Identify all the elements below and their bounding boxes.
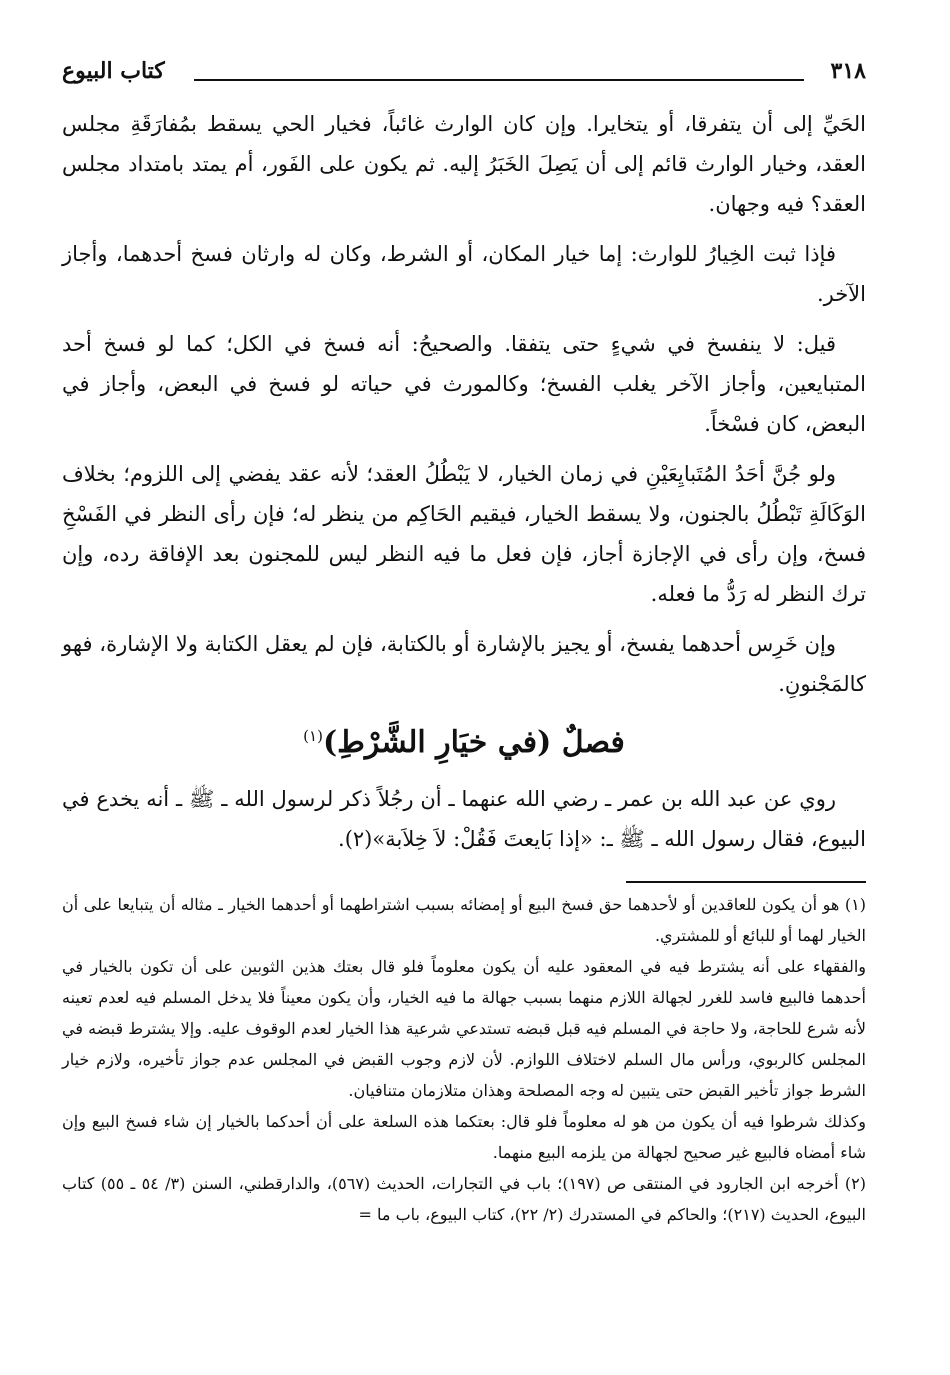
main-text [62,104,866,859]
paragraph: الحَيِّ إلى أن يتفرقا، أو يتخايرا. وإن كان الوارث غائباً، فخيار الحي يسقط بمُفارَقَةِ مجلس العقد، وخيار الوارث قائم إلى أن يَصِلَ الخَبَرُ إليه. ثم يكون على الفَور، أم يمتد بامتداد مجلس العقد؟ فيه وجهان. [62,112,866,216]
book-page [62,58,866,1358]
footnote: (٢) أخرجه ابن الجارود في المنتقى ص (١٩٧)؛ باب في التجارات، الحديث (٥٦٧)، والدارقطني، السنن (٣/ ٥٤ ـ ٥٥) كتاب البيوع، الحديث (٢١٧)؛ والحاكم في المستدرك (٢/ ٢٢)، كتاب البيوع، باب ما = [62,1174,866,1224]
page-number: ٣١٨ [830,58,866,84]
footnote-continuation: والفقهاء على أنه يشترط فيه في المعقود عليه أن يكون معلوماً فلو قال بعتك هذين الثوبين على أن تكون بالخيار في أحدهما فالبيع فاسد للغرر لجهالة اللازم منهما بسبب جهالة ما فيه الخيار، وأن يكون معيناً فلا يدخل المسلم فيه لعدم تعينه لأنه شرع للحاجة، ولا حاجة في المسلم فيه قبل قبضه تستدعي شرعية هذا الخيار لعدم الوقوف عليه. وإلا يشترط قبضه في المجلس كالربوي، ورأس مال السلم لاختلاف اللوازم. لأن لازم وجوب القبض في المجلس عدم جواز تأخيره، ولازم خيار الشرط جواز تأخير القبض حتى يتبين له وجه المصلحة وهذان متلازمان متنافيان. [62,957,866,1100]
footnote: (١) هو أن يكون للعاقدين أو لأحدهما حق فسخ البيع أو إمضائه بسبب اشتراطهما أو أحدهما الخيار ـ مثاله أن يتبايعا على أن الخيار لهما أو للبائع أو للمشتري. [62,895,866,945]
paragraph: فإذا ثبت الخِيارُ للوارث: إما خيار المكان، أو الشرط، وكان له وارثان فسخ أحدهما، وأجاز الآخر. [62,242,866,306]
paragraph: ولو جُنَّ أحَدُ المُتَبايِعَيْنِ في زمان الخيار، لا يَبْطُلُ العقد؛ لأنه عقد يفضي إلى اللزوم؛ بخلاف الوَكَالَةِ تَبْطُلُ بالجنون، ولا يسقط الخيار، فيقيم الحَاكِم من ينظر له؛ فإن رأى النظر في الفَسْخِ فسخ، وإن رأى في الإجازة أجاز، فإن فعل ما فيه النظر ليس للمجنون بعد الإفاقة رده، وإن ترك النظر له رَدُّ ما فعله. [62,462,866,606]
footnote-marker: (١) [303,727,323,745]
paragraph: وإن خَرِس أحدهما يفسخ، أو يجيز بالإشارة أو بالكتابة، فإن لم يعقل الكتابة ولا الإشارة، فهو كالمَجْنونِ. [62,632,866,696]
page-header [62,58,866,94]
paragraph: قيل: لا ينفسخ في شيءٍ حتى يتفقا. والصحيحُ: أنه فسخ في الكل؛ كما لو فسخ أحد المتبايعين، وأجاز الآخر يغلب الفسخ؛ وكالمورث في حياته لو فسخ في البعض، وأجاز في البعض، كان فسْخاً. [62,332,866,436]
footnote-separator [626,881,866,883]
footnote-continuation: وكذلك شرطوا فيه أن يكون من هو له معلوماً فلو قال: بعتكما هذه السلعة على أن أحدكما بالخيار إن شاء فسخ البيع وإن شاء أمضاه فالبيع غير صحيح لجهالة من يلزمه البيع منهما. [62,1112,866,1162]
section-heading-text: فصلٌ (في خيَارِ الشَّرْطِ) [322,725,625,760]
paragraph: روي عن عبد الله بن عمر ـ رضي الله عنهما ـ أن رجُلاً ذكر لرسول الله ـ ﷺ ـ أنه يخدع في البيوع، فقال رسول الله ـ ﷺ ـ: «إذا بَايعتَ فَقُلْ: لاَ خِلاَبة»(٢). [62,787,866,851]
header-rule [194,79,804,81]
section-heading [62,714,866,765]
running-title: كتاب البيوع [62,58,165,84]
footnotes [62,889,866,1230]
